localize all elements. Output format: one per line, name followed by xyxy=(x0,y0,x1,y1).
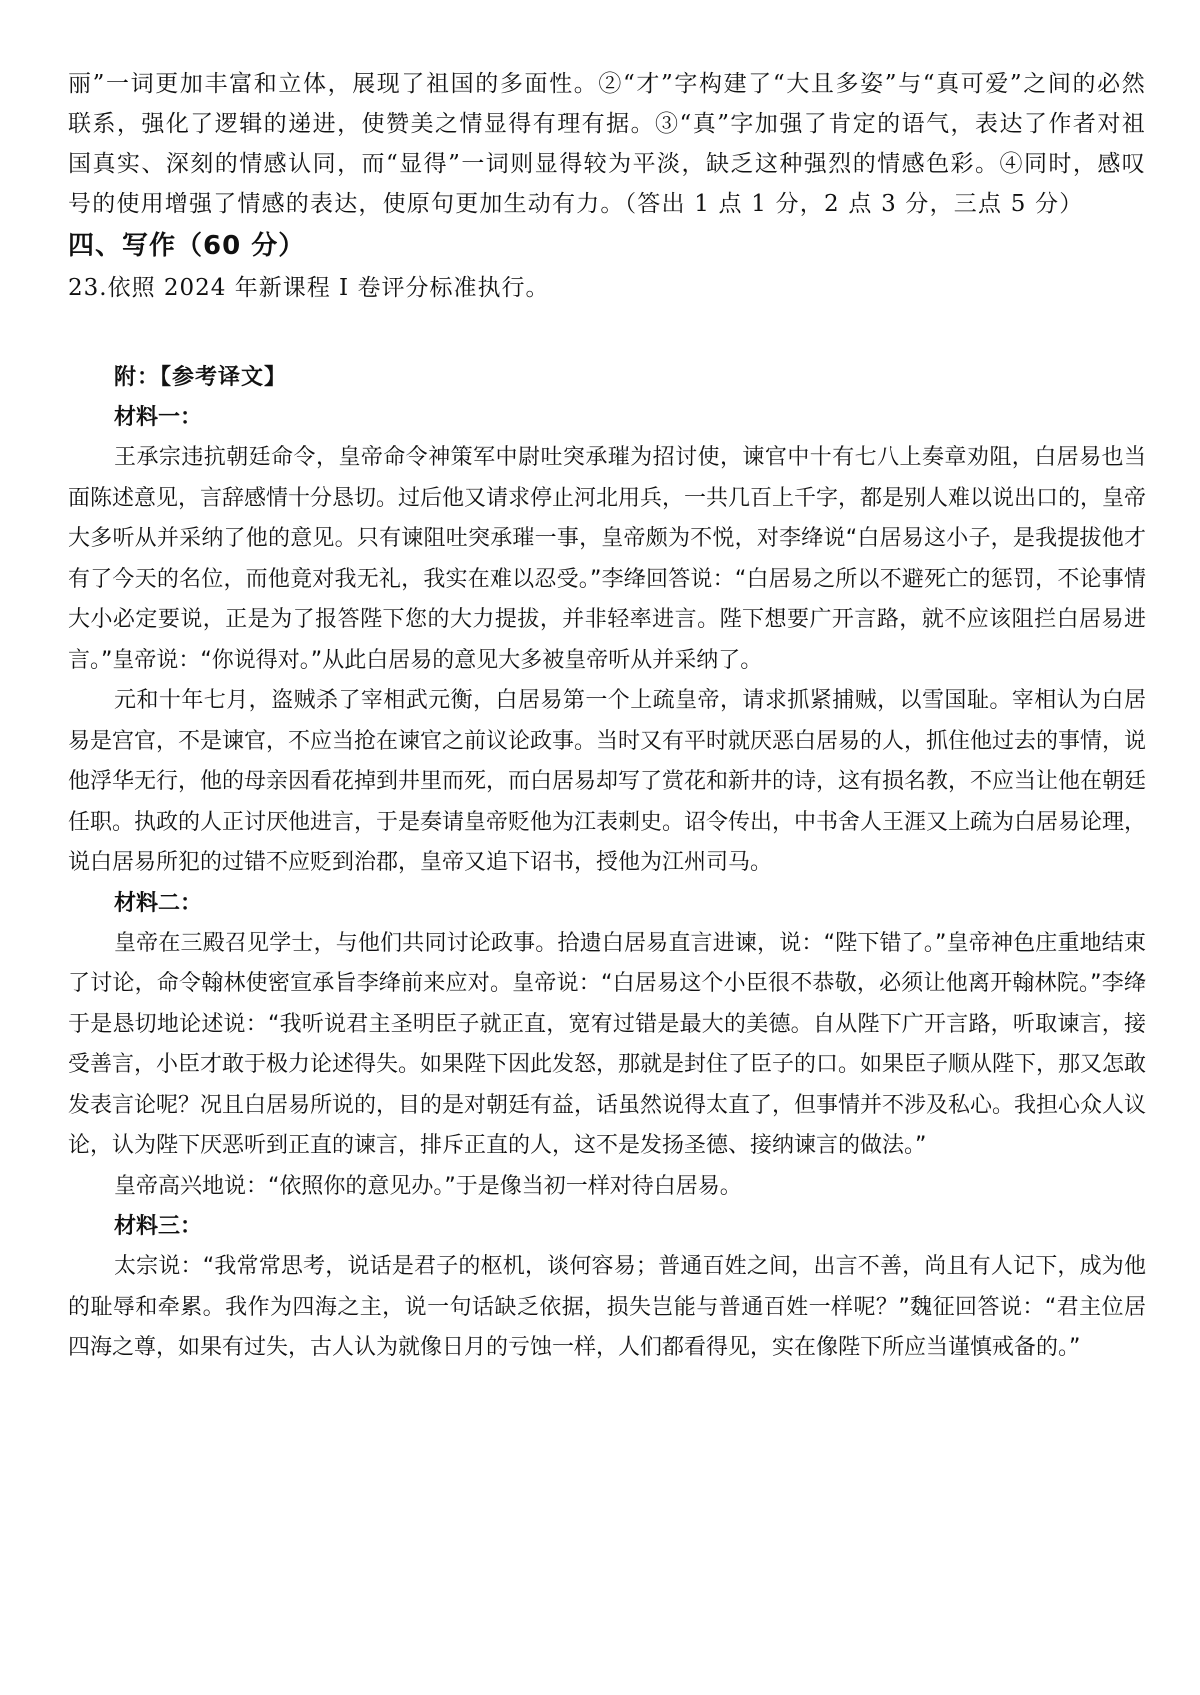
material-paragraph: 皇帝高兴地说：“依照你的意见办。”于是像当初一样对待白居易。 xyxy=(114,1173,742,1199)
material-paragraph: 太宗说：“我常常思考，说话是君子的枢机，谈何容易；普通百姓之间，出言不善，尚且有人记下，成为他的耻辱和牵累。我作为四海之主，说一句话缺乏依据，损失岂能与普通百姓一样呢？”魏征回答说：“君主位居四海之尊，如果有过失，古人认为就像日月的亏蚀一样，人们都看得见，实在像陛下所应当谨慎戒备的。” xyxy=(68,1254,1146,1360)
section-four-heading: 四、写作（60 分） xyxy=(68,231,306,261)
material-one xyxy=(68,398,1146,884)
material-paragraph: 王承宗违抗朝廷命令，皇帝命令神策军中尉吐突承璀为招讨使，谏官中十有七八上奏章劝阻，白居易也当面陈述意见，言辞感情十分恳切。过后他又请求停止河北用兵，一共几百上千字，都是别人难以说出口的，皇帝大多听从并采纳了他的意见。只有谏阻吐突承璀一事，皇帝颇为不悦，对李绛说“白居易这小子，是我提拔他才有了今天的名位，而他竟对我无礼，我实在难以忍受。”李绛回答说：“白居易之所以不避死亡的惩罚，不论事情大小必定要说，正是为了报答陛下您的大力提拔，并非轻率进言。陛下想要广开言路，就不应该阻拦白居易进言。”皇帝说：“你说得对。”从此白居易的意见大多被皇帝听从并采纳了。 xyxy=(68,445,1147,673)
material-two xyxy=(68,884,1146,1208)
material-label: 材料一： xyxy=(114,405,203,430)
appendix-translation xyxy=(68,358,1146,1369)
document-page xyxy=(68,64,1146,1369)
material-three xyxy=(68,1207,1146,1369)
material-label: 材料三： xyxy=(114,1214,203,1239)
appendix-heading: 附：【参考译文】 xyxy=(114,365,288,390)
material-paragraph: 元和十年七月，盗贼杀了宰相武元衡，白居易第一个上疏皇帝，请求抓紧捕贼，以雪国耻。宰相认为白居易是宫官，不是谏官，不应当抢在谏官之前议论政事。当时又有平时就厌恶白居易的人，抓住他过去的事情，说他浮华无行，他的母亲因看花掉到井里而死，而白居易却写了赏花和新井的诗，这有损名教，不应当让他在朝廷任职。执政的人正讨厌他进言，于是奏请皇帝贬他为江表刺史。诏令传出，中书舍人王涯又上疏为白居易论理，说白居易所犯的过错不应贬到治郡，皇帝又追下诏书，授他为江州司马。 xyxy=(68,688,1147,875)
question-23-text: 23.依照 2024 年新课程 I 卷评分标准执行。 xyxy=(68,275,550,301)
answer-continuation-text: 丽”一词更加丰富和立体，展现了祖国的多面性。②“才”字构建了“大且多姿”与“真可爱”之间的必然联系，强化了逻辑的递进，使赞美之情显得有理有据。③“真”字加强了肯定的语气，表达了作者对祖国真实、深刻的情感认同，而“显得”一词则显得较为平淡，缺乏这种强烈的情感色彩。④同时，感叹号的使用增强了情感的表达，使原句更加生动有力。（答出 1 点 1 分，2 点 3 分，三点 5 分） xyxy=(68,71,1146,217)
material-label: 材料二： xyxy=(114,890,203,916)
material-paragraph: 皇帝在三殿召见学士，与他们共同讨论政事。拾遗白居易直言进谏，说：“陛下错了。”皇帝神色庄重地结束了讨论，命令翰林使密宣承旨李绛前来应对。皇帝说：“白居易这个小臣很不恭敬，必须让他离开翰林院。”李绛于是恳切地论述说：“我听说君主圣明臣子就正直，宽宥过错是最大的美德。自从陛下广开言路，听取谏言，接受善言，小臣才敢于极力论述得失。如果陛下因此发怒，那就是封住了臣子的口。如果臣子顺从陛下，那又怎敢发表言论呢？况且白居易所说的，目的是对朝廷有益，话虽然说得太直了，但事情并不涉及私心。我担心众人议论，认为陛下厌恶听到正直的谏言，排斥正直的人，这不是发扬圣德、接纳谏言的做法。” xyxy=(68,930,1147,1158)
